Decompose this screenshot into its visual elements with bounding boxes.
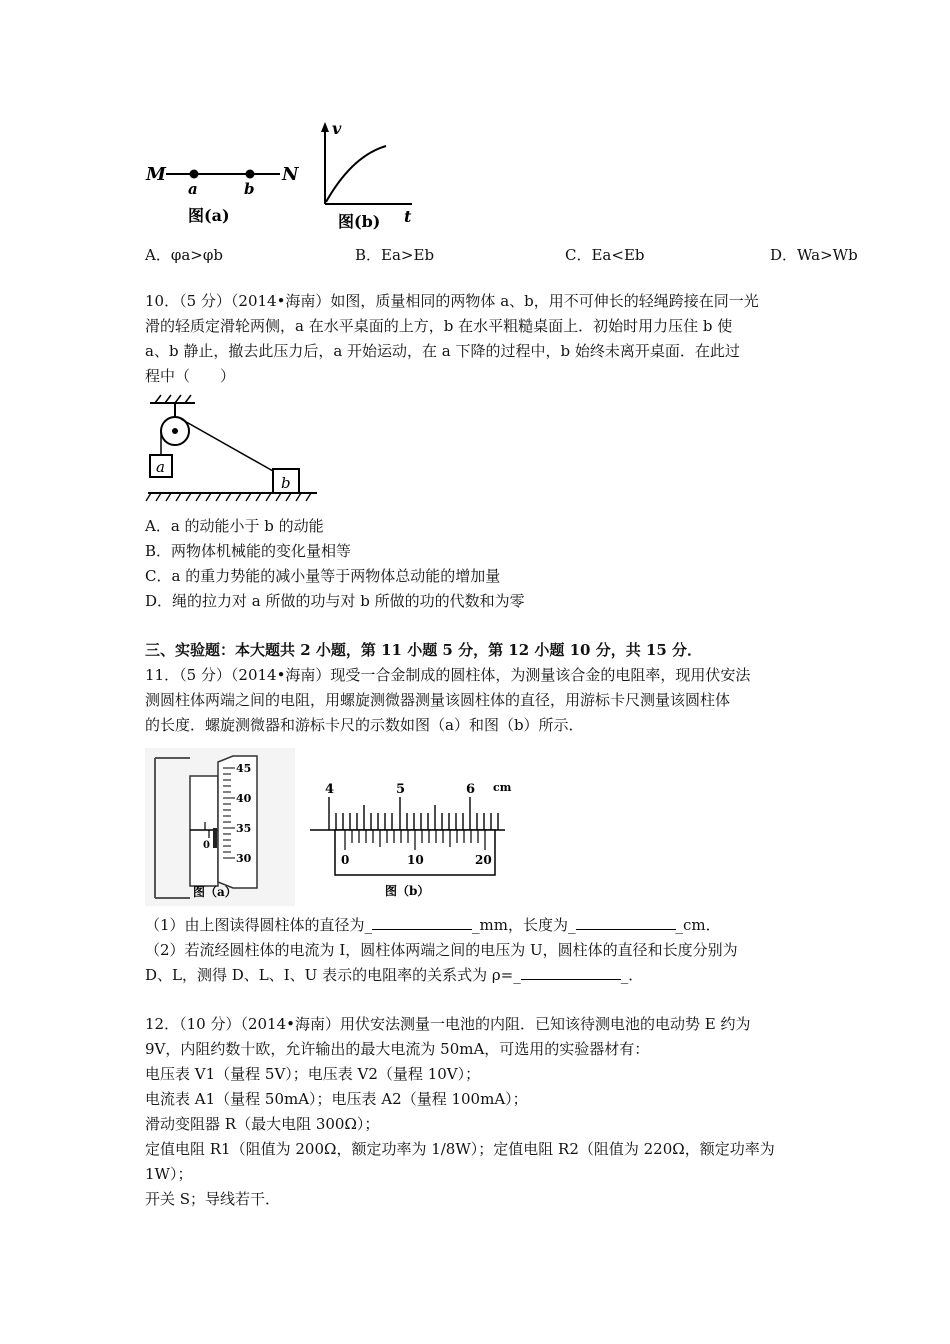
caliper-main-6: 6	[466, 782, 476, 797]
resistivity-blank[interactable]	[521, 965, 621, 980]
micrometer-figure	[145, 748, 295, 906]
caliper-main-4: 4	[325, 782, 335, 797]
q10-option-d: D．绳的拉力对 a 所做的功与对 b 所做的功的代数和为零	[145, 592, 525, 610]
micrometer-zero: 0	[203, 840, 210, 851]
q11-line-1: 11．（5 分）（2014•海南）现受一合金制成的圆柱体，为测量该合金的电阻率，现用伏安法	[145, 666, 751, 684]
svg-text:a: a	[156, 458, 165, 476]
label-b: b	[244, 180, 255, 198]
q9-figures	[140, 118, 410, 230]
q11-sub2-line1: （2）若流经圆柱体的电流为 I，圆柱体两端之间的电压为 U，圆柱体的直径和长度分别为	[145, 941, 738, 959]
q10-option-c: C．a 的重力势能的减小量等于两物体总动能的增加量	[145, 567, 501, 585]
q9-fig-a	[145, 164, 300, 225]
q11-sub2-line2: D、L，测得 D、L、I、U 表示的电阻率的关系式为 ρ=_ _．	[145, 966, 644, 984]
q10-line-1: 10．（5 分）（2014•海南）如图，质量相同的两物体 a、b，用不可伸长的轻绳跨接在同一光	[145, 292, 759, 310]
label-n: N	[282, 164, 299, 185]
q10-option-b: B．两物体机械能的变化量相等	[145, 542, 352, 560]
point-a	[190, 170, 199, 179]
length-blank[interactable]	[576, 915, 676, 930]
micrometer-tick-45: 45	[236, 762, 252, 775]
q12-line-5: 滑动变阻器 R（最大电阻 300Ω）；	[145, 1115, 380, 1133]
q12-line-4: 电流表 A1（量程 50mA）；电压表 A2（量程 100mA）；	[145, 1090, 528, 1108]
q9-fig-b	[321, 119, 412, 231]
q10-option-a: A．a 的动能小于 b 的动能	[145, 517, 324, 535]
micrometer-tick-40: 40	[236, 792, 252, 805]
q11-sub1: （1）由上图读得圆柱体的直径为_ _mm，长度为_ _cm．	[145, 916, 721, 934]
label-t: t	[404, 207, 412, 226]
q12-line-2: 9V，内阻约数十欧，允许输出的最大电流为 50mA，可选用的实验器材有：	[145, 1040, 650, 1058]
q10-line-3: a、b 静止，撤去此压力后，a 开始运动，在 a 下降的过程中，b 始终未离开桌面．在此过	[145, 342, 740, 360]
q12-line-8: 开关 S；导线若干．	[145, 1190, 281, 1208]
micrometer-tick-35: 35	[236, 822, 252, 835]
option-text: Ea<Eb	[591, 246, 645, 264]
micrometer-caption: 图（a）	[193, 885, 237, 899]
caliper-main-5: 5	[396, 782, 406, 797]
q9-option-c: C．Ea<Eb	[565, 246, 645, 264]
q12-line-3: 电压表 V1（量程 5V）；电压表 V2（量程 10V）；	[145, 1065, 481, 1083]
option-text: Wa>Wb	[797, 246, 858, 264]
caliper-vernier-20: 20	[475, 853, 492, 867]
label-v: v	[332, 119, 342, 138]
q11-line-3: 的长度．螺旋测微器和游标卡尺的示数如图（a）和图（b）所示．	[145, 716, 584, 734]
label-a: a	[188, 180, 198, 198]
q12-line-1: 12．（10 分）（2014•海南）用伏安法测量一电池的内阻．已知该待测电池的电动势 E 约为	[145, 1015, 751, 1033]
caliper-vernier-0: 0	[341, 853, 350, 867]
v-t-curve	[326, 146, 386, 202]
label-m: M	[146, 164, 166, 185]
q11-line-2: 测圆柱体两端之间的电阻，用螺旋测微器测量该圆柱体的直径，用游标卡尺测量该圆柱体	[145, 691, 731, 709]
caliper-unit: cm	[493, 781, 512, 794]
q10-pulley-figure	[145, 393, 325, 513]
point-b	[246, 170, 255, 179]
micrometer-tick-30: 30	[236, 852, 252, 865]
fig-a-caption: 图(a)	[188, 206, 230, 225]
caliper-vernier-10: 10	[407, 853, 424, 867]
q12-line-6: 定值电阻 R1（阻值为 200Ω，额定功率为 1/8W）；定值电阻 R2（阻值为 220Ω，额定功率为	[145, 1140, 775, 1158]
section-3-heading: 三、实验题：本大题共 2 小题，第 11 小题 5 分，第 12 小题 10 分，共 15 分．	[145, 641, 703, 659]
q12-line-7: 1W）；	[145, 1165, 193, 1183]
q10-line-4: 程中（ ）	[145, 367, 236, 385]
q9-option-d: D．Wa>Wb	[770, 246, 858, 264]
q9-option-a: A．φa>φb	[145, 246, 223, 264]
diameter-blank[interactable]	[372, 915, 472, 930]
q10-line-2: 滑的轻质定滑轮两侧，a 在水平桌面的上方，b 在水平粗糙桌面上．初始时用力压住 b 使	[145, 317, 733, 335]
fig-b-caption: 图(b)	[338, 212, 381, 231]
caliper-caption: 图（b）	[385, 884, 430, 898]
svg-text:b: b	[281, 474, 291, 492]
option-text: Ea>Eb	[381, 246, 435, 264]
option-text: φa>φb	[170, 246, 223, 264]
q9-option-b: B．Ea>Eb	[355, 246, 435, 264]
caliper-figure	[305, 775, 525, 905]
